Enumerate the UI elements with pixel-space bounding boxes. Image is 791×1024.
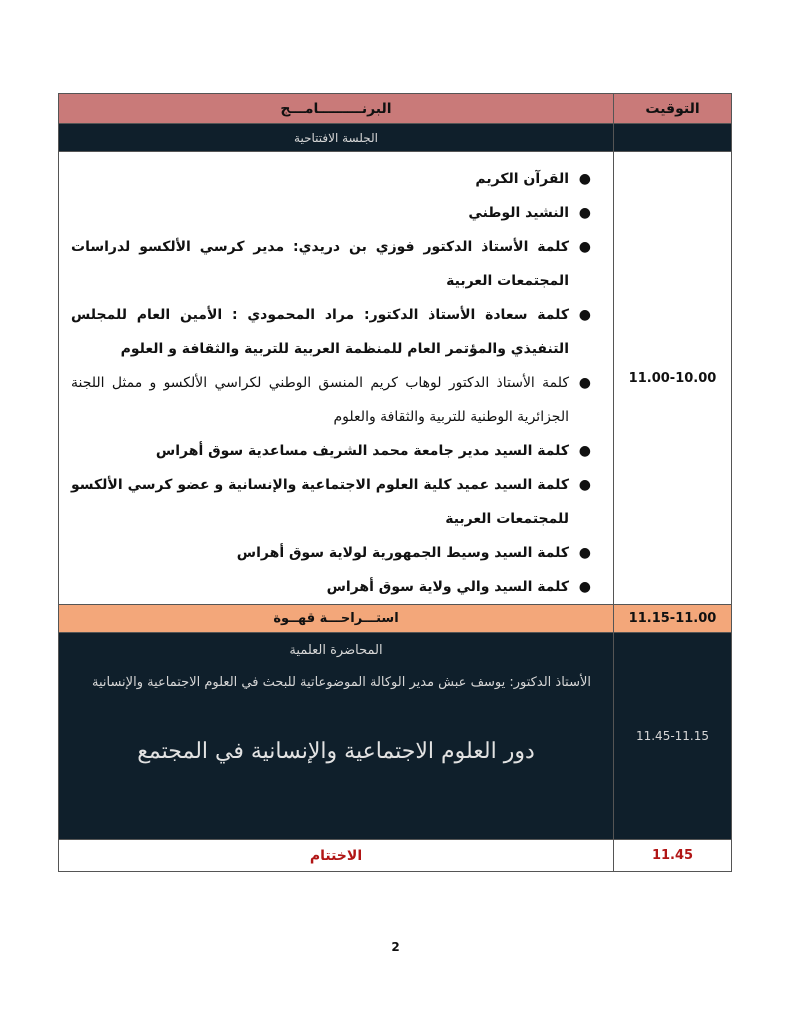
coffee-break-label: استـــراحـــة قهــوة (59, 605, 614, 633)
lecture-cell (59, 633, 614, 840)
bullet-icon: ● (578, 443, 591, 459)
lecture-title: المحاضرة العلمية (289, 643, 383, 658)
opening-item (71, 366, 595, 434)
coffee-break-time: 11.15-11.00 (614, 605, 732, 633)
opening-items-row (59, 152, 732, 605)
opening-item-text: كلمة الأستاذ الدكتور لوهاب كريم المنسق الوطني لكراسي الألكسو و ممثل اللجنة الجزائرية الوطنية للتربية والثقافة والعلوم (71, 375, 569, 425)
bullet-icon: ● (578, 171, 591, 187)
closing-time: 11.45 (614, 840, 732, 872)
bullet-icon: ● (578, 579, 591, 595)
opening-session-time-cell (614, 124, 732, 152)
opening-session-row (59, 124, 732, 152)
opening-item-text: كلمة السيد مدير جامعة محمد الشريف مساعدية سوق أهراس (155, 443, 569, 459)
bullet-icon: ● (578, 375, 591, 391)
page-number: 2 (391, 940, 400, 954)
closing-row (59, 840, 732, 872)
opening-item (71, 536, 595, 570)
bullet-icon: ● (578, 239, 591, 255)
program-table (58, 93, 732, 872)
coffee-break-row (59, 605, 732, 633)
opening-item (71, 196, 595, 230)
header-time: التوقيت (614, 94, 732, 124)
lecture-row (59, 633, 732, 840)
lecture-topic: دور العلوم الاجتماعية والإنسانية في المجتمع (137, 739, 535, 764)
bullet-icon: ● (578, 477, 591, 493)
opening-item-text: كلمة سعادة الأستاذ الدكتور: مراد المحمودي : الأمين العام للمجلس التنفيذي والمؤتمر العام للمنظمة العربية للتربية والثقافة و العلوم (71, 307, 569, 357)
opening-items-list (59, 152, 613, 604)
opening-item-text: كلمة السيد وسيط الجمهورية لولاية سوق أهراس (236, 545, 569, 561)
lecture-speaker: الأستاذ الدكتور: يوسف عبش مدير الوكالة الموضوعاتية للبحث في العلوم الاجتماعية والإنسانية (91, 675, 591, 690)
opening-time: 11.00-10.00 (614, 152, 732, 605)
opening-item (71, 468, 595, 536)
closing-label: الاختتام (59, 840, 614, 872)
opening-item (71, 230, 595, 298)
opening-item (71, 434, 595, 468)
bullet-icon: ● (578, 307, 591, 323)
opening-item-text: القرآن الكريم (475, 171, 569, 187)
opening-item (71, 298, 595, 366)
opening-items-cell (59, 152, 614, 605)
opening-item (71, 570, 595, 604)
opening-item-text: كلمة السيد والي ولاية سوق أهراس (326, 579, 569, 595)
lecture-time: 11.45-11.15 (614, 633, 732, 840)
header-program: البرنـــــــــامـــج (59, 94, 614, 124)
opening-item (71, 162, 595, 196)
header-row (59, 94, 732, 124)
bullet-icon: ● (578, 545, 591, 561)
bullet-icon: ● (578, 205, 591, 221)
opening-item-text: النشيد الوطني (468, 205, 569, 221)
opening-item-text: كلمة الأستاذ الدكتور فوزي بن دريدي: مدير كرسي الألكسو لدراسات المجتمعات العربية (71, 239, 569, 289)
opening-item-text: كلمة السيد عميد كلية العلوم الاجتماعية والإنسانية و عضو كرسي الألكسو للمجتمعات العربية (71, 477, 569, 527)
opening-session-title: الجلسة الافتتاحية (59, 124, 614, 152)
